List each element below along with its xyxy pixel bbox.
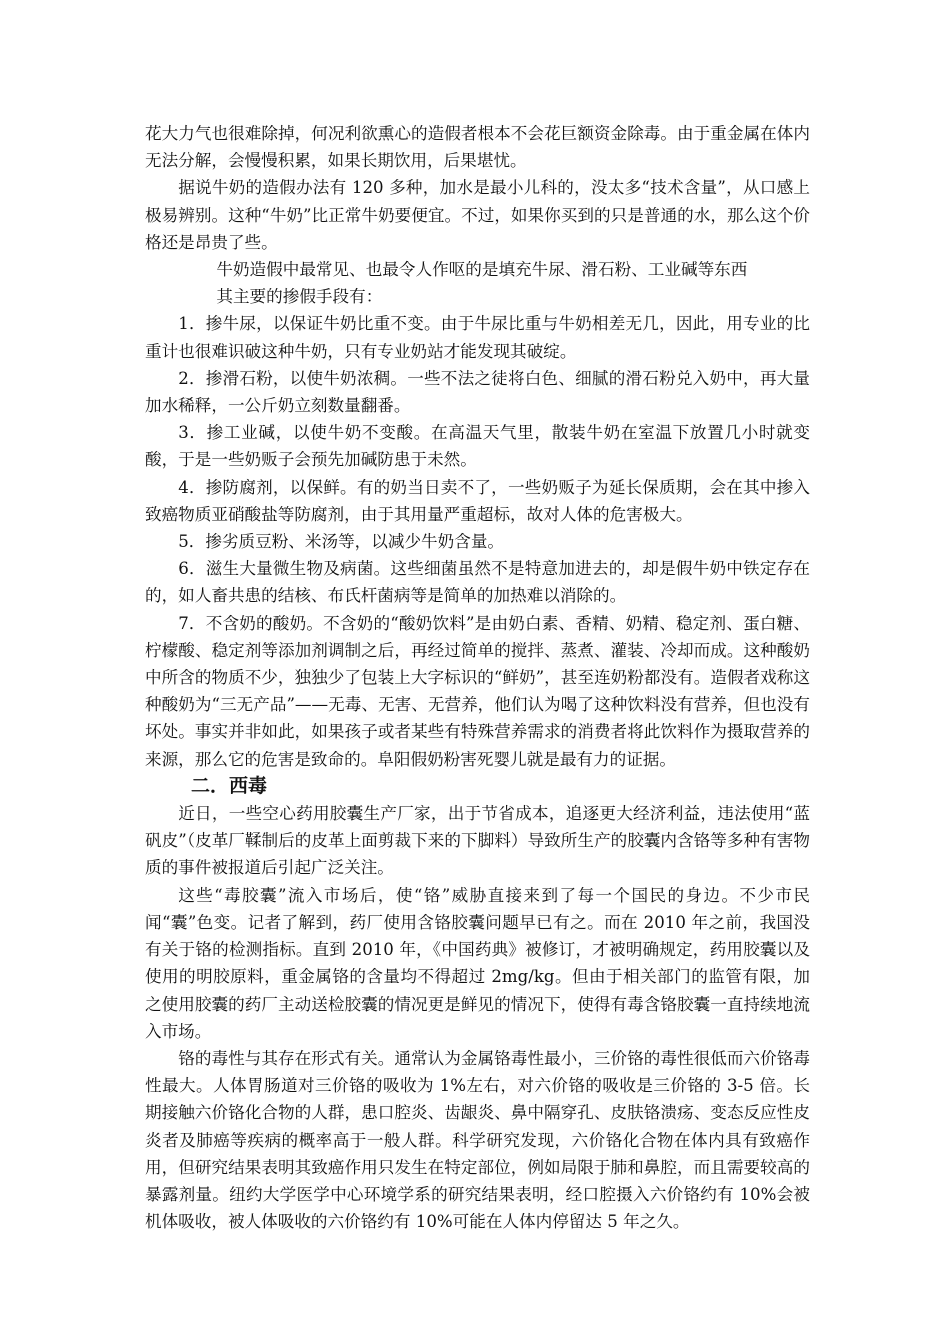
list-item-cow-urine: 1．掺牛尿，以保证牛奶比重不变。由于牛尿比重与牛奶相差无几，因此，用专业的比重计也很难识破这种牛奶，只有专业奶站才能发现其破绽。 (145, 314, 810, 361)
document-page (145, 120, 810, 1235)
list-item-talc: 2．掺滑石粉，以使牛奶浓稠。一些不法之徒将白色、细腻的滑石粉兑入奶中，再大量加水稀释，一公斤奶立刻数量翻番。 (145, 368, 810, 416)
paragraph-capsule-news: 近日，一些空心药用胶囊生产厂家，出于节省成本，追逐更大经济利益，违法使用“蓝矾皮”（皮革厂鞣制后的皮革上面剪裁下来的下脚料）导致所生产的胶囊内含铬等多种有害物质的事件被报道后引起广泛关注。 (145, 804, 810, 878)
paragraph-toxic-capsule: 这些“毒胶囊”流入市场后，使“铬”威胁直接来到了每一个国民的身边。不少市民闻“囊”色变。记者了解到，药厂使用含铬胶囊问题早已有之。而在 2010 年之前，我国没有关于铬的检测指标。直到 2010 年，《中国药典》被修订，才被明确规定，药用胶囊以及使用的明胶原料，重金属铬的含量均不得超过 2mg/kg。但由于相关部门的监管有限，加之使用胶囊的药厂主动送检胶囊的情况更是鲜见的情况下，使得有毒含铬胶囊一直持续地流入市场。 (145, 885, 810, 1041)
section-heading: 二．西毒 (191, 774, 268, 797)
list-item-microbes: 6．滋生大量微生物及病菌。这些细菌虽然不是特意加进去的，却是假牛奶中铁定存在的，如人畜共患的结核、布氏杆菌病等是简单的加热难以消除的。 (145, 559, 810, 606)
paragraph-heavy-metal: 花大力气也很难除掉，何况利欲熏心的造假者根本不会花巨额资金除毒。由于重金属在体内无法分解，会慢慢积累，如果长期饮用，后果堪忧。 (145, 124, 810, 171)
paragraph-milk-fraud-methods: 据说牛奶的造假办法有 120 多种，加水是最小儿科的，没太多“技术含量”，从口感上极易辨别。这种“牛奶”比正常牛奶要便宜。不过，如果你买到的只是普通的水，那么这个价格还是昂贵了些。 (145, 178, 810, 252)
paragraph-adulteration-intro: 其主要的掺假手段有： (216, 287, 383, 307)
paragraph-chromium-toxicity: 铬的毒性与其存在形式有关。通常认为金属铬毒性最小，三价铬的毒性很低而六价铬毒性最大。人体胃肠道对三价铬的吸收为 1%左右，对六价铬的吸收是三价铬的 3-5 倍。长期接触六价铬化合物的人群，患口腔炎、齿龈炎、鼻中隔穿孔、皮肤铬溃疡、变态反应性皮炎者及肺癌等疾病的概率高于一般人群。科学研究发现，六价铬化合物在体内具有致癌作用，但研究结果表明其致癌作用只发生在特定部位，例如局限于肺和鼻腔，而且需要较高的暴露剂量。纽约大学医学中心环境学系的研究结果表明，经口腔摄入六价铬约有 10%会被机体吸收，被人体吸收的六价铬约有 10%可能在人体内停留达 5 年之久。 (145, 1048, 810, 1232)
list-item-preservative: 4．掺防腐剂，以保鲜。有的奶当日卖不了，一些奶贩子为延长保质期，会在其中掺入致癌物质亚硝酸盐等防腐剂，由于其用量严重超标，故对人体的危害极大。 (145, 477, 810, 524)
list-item-bean-powder: 5．掺劣质豆粉、米汤等，以减少牛奶含量。 (178, 532, 505, 552)
list-item-yogurt: 7．不含奶的酸奶。不含奶的“酸奶饮料”是由奶白素、香精、奶精、稳定剂、蛋白糖、柠檬酸、稳定剂等添加剂调制之后，再经过简单的搅拌、蒸煮、灌装、冷却而成。这种酸奶中所含的物质不少，独独少了包装上大字标识的“鲜奶”，甚至连奶粉都没有。造假者戏称这种酸奶为“三无产品”——无毒、无害、无营养，他们认为喝了这种饮料没有营养，但也没有坏处。事实并非如此，如果孩子或者某些有特殊营养需求的消费者将此饮料作为摄取营养的来源，那么它的危害是致命的。阜阳假奶粉害死婴儿就是最有力的证据。 (145, 613, 810, 769)
paragraph-common-fillers: 牛奶造假中最常见、也最令人作呕的是填充牛尿、滑石粉、工业碱等东西 (216, 260, 748, 280)
list-item-industrial-alkali: 3．掺工业碱，以使牛奶不变酸。在高温天气里，散装牛奶在室温下放置几小时就变酸，于是一些奶贩子会预先加碱防患于未然。 (145, 423, 810, 470)
